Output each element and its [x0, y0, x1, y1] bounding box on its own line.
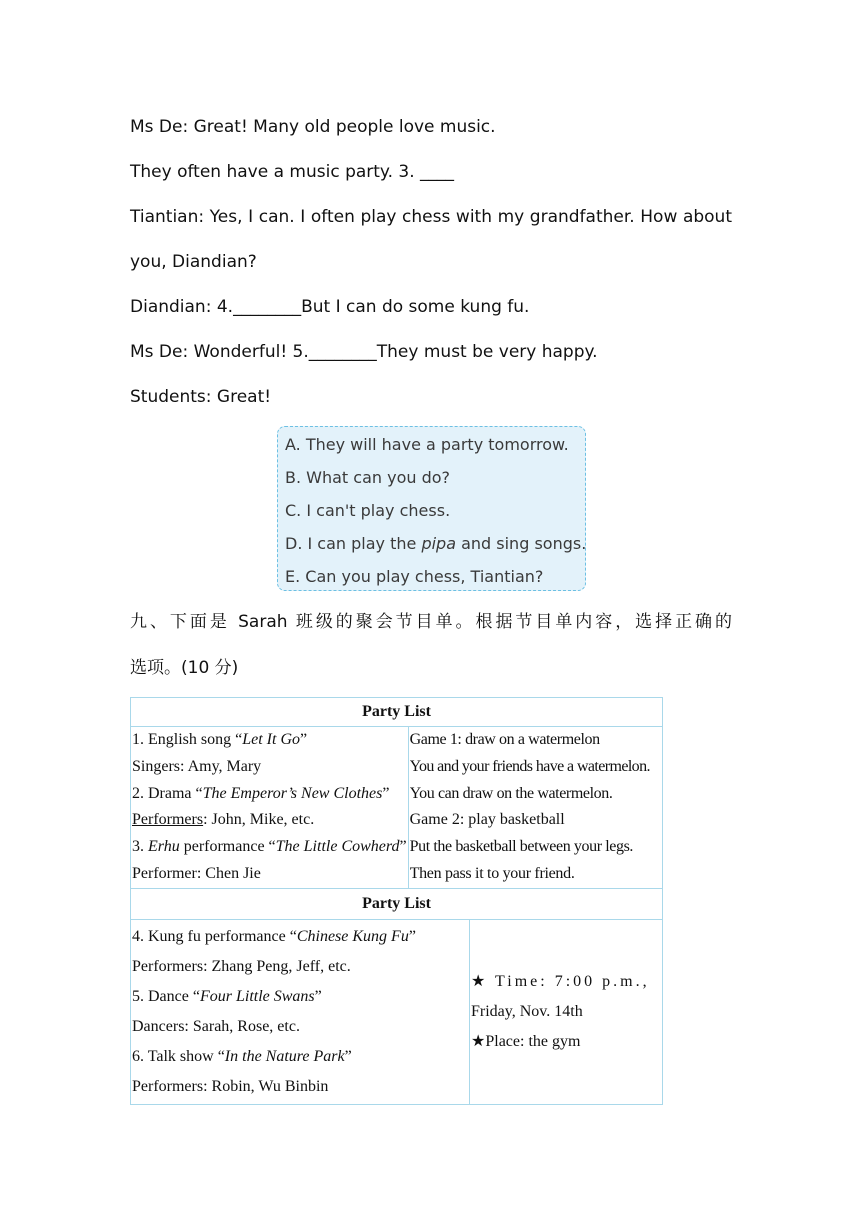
text: ” — [300, 731, 308, 748]
list-item: You and your friends have a watermelon. — [409, 757, 650, 775]
party-list-table-2 — [130, 888, 663, 1105]
dialogue-line-2 — [130, 160, 732, 184]
dialogue-line-7 — [130, 385, 732, 409]
text: ” — [344, 1048, 352, 1065]
option-b: B. What can you do? — [285, 468, 451, 487]
text: 1. English song “ — [132, 731, 243, 748]
list-item — [132, 982, 468, 1012]
utterance: They often have a music party. 3. ____ — [130, 162, 455, 182]
table-cell-programs — [131, 727, 409, 889]
dialogue-line-4 — [130, 250, 732, 274]
option-a: A. They will have a party tomorrow. — [285, 435, 569, 454]
title-italic: Let It Go — [242, 731, 300, 748]
title-italic: Chinese Kung Fu — [296, 928, 409, 945]
dialogue-line-1 — [130, 115, 732, 139]
dialogue-line-6 — [130, 340, 732, 364]
list-item — [132, 1042, 468, 1072]
party-list-table-1 — [130, 697, 663, 889]
section-9-heading: 九、下面是 Sarah 班级的聚会节目单。根据节目单内容，选择正确的 — [130, 612, 732, 632]
speaker: Ms De: — [130, 117, 189, 137]
text: : John, Mike, etc. — [203, 811, 315, 829]
utterance: Yes, I can. I often play chess with my grandfather. How about — [204, 207, 732, 227]
list-item: Then pass it to your friend. — [409, 864, 575, 882]
speaker: Tiantian: — [130, 207, 205, 227]
table-title: Party List — [131, 889, 663, 920]
text: performance “ — [179, 838, 276, 856]
speaker: Ms De: — [130, 342, 189, 362]
underlined-word: Performers — [132, 811, 204, 829]
title-italic: In the Nature Park — [224, 1048, 345, 1065]
text: ” — [314, 988, 322, 1005]
title-italic: Four Little Swans — [199, 988, 315, 1005]
text: 4. Kung fu performance “ — [132, 928, 297, 945]
table-cell-games — [408, 727, 662, 889]
section-9-heading-cont: 选项。(10 分) — [130, 658, 239, 678]
dialogue-line-5 — [130, 295, 732, 319]
utterance: 4.________But I can do some kung fu. — [211, 297, 530, 317]
list-item — [132, 807, 407, 834]
text: 3. — [132, 838, 148, 856]
list-item — [132, 727, 407, 754]
text: 2. Drama “ — [132, 784, 203, 802]
text: ” — [382, 784, 390, 802]
text: 5. Dance “ — [132, 988, 200, 1005]
speaker: Students: — [130, 387, 212, 407]
utterance: Great! Many old people love music. — [188, 117, 496, 137]
option-c: C. I can't play chess. — [285, 501, 451, 520]
list-item: Performer: Chen Jie — [132, 864, 261, 882]
list-item — [132, 834, 407, 861]
option-d-text: D. I can play the — [285, 534, 422, 553]
title-italic: The Emperor’s New Clothes — [202, 784, 383, 802]
event-date: Friday, Nov. 14th — [471, 1003, 583, 1020]
utterance: Great! — [211, 387, 272, 407]
option-e: E. Can you play chess, Tiantian? — [285, 567, 544, 586]
table-title: Party List — [131, 698, 663, 727]
option-d-text-end: and sing songs. — [456, 534, 587, 553]
list-item: Game 1: draw on a watermelon — [409, 731, 600, 748]
list-item: Performers: Robin, Wu Binbin — [132, 1078, 329, 1095]
text: ” — [408, 928, 416, 945]
event-place: ★Place: the gym — [471, 1033, 581, 1050]
list-item — [132, 922, 468, 952]
list-item: Singers: Amy, Mary — [132, 757, 262, 775]
list-item: Game 2: play basketball — [409, 811, 565, 829]
title-italic: Erhu — [148, 838, 180, 856]
list-item: Dancers: Sarah, Rose, etc. — [132, 1018, 300, 1035]
utterance: Wonderful! 5.________They must be very happy. — [188, 342, 598, 362]
table-cell-programs — [131, 920, 470, 1105]
options-box — [277, 426, 586, 591]
option-d — [285, 534, 586, 554]
event-time: ★ Time: 7:00 p.m., — [471, 973, 650, 990]
text: 6. Talk show “ — [132, 1048, 225, 1065]
title-italic: The Little Cowherd — [275, 838, 400, 856]
list-item: You can draw on the watermelon. — [409, 784, 613, 802]
option-d-italic: pipa — [421, 534, 456, 553]
text: ” — [399, 838, 407, 856]
speaker: Diandian: — [130, 297, 212, 317]
utterance: you, Diandian? — [130, 252, 257, 272]
list-item — [132, 781, 407, 808]
dialogue-line-3 — [130, 205, 732, 229]
list-item: Performers: Zhang Peng, Jeff, etc. — [132, 958, 351, 975]
list-item: Put the basketball between your legs. — [409, 838, 633, 856]
table-cell-time-place — [470, 920, 663, 1105]
